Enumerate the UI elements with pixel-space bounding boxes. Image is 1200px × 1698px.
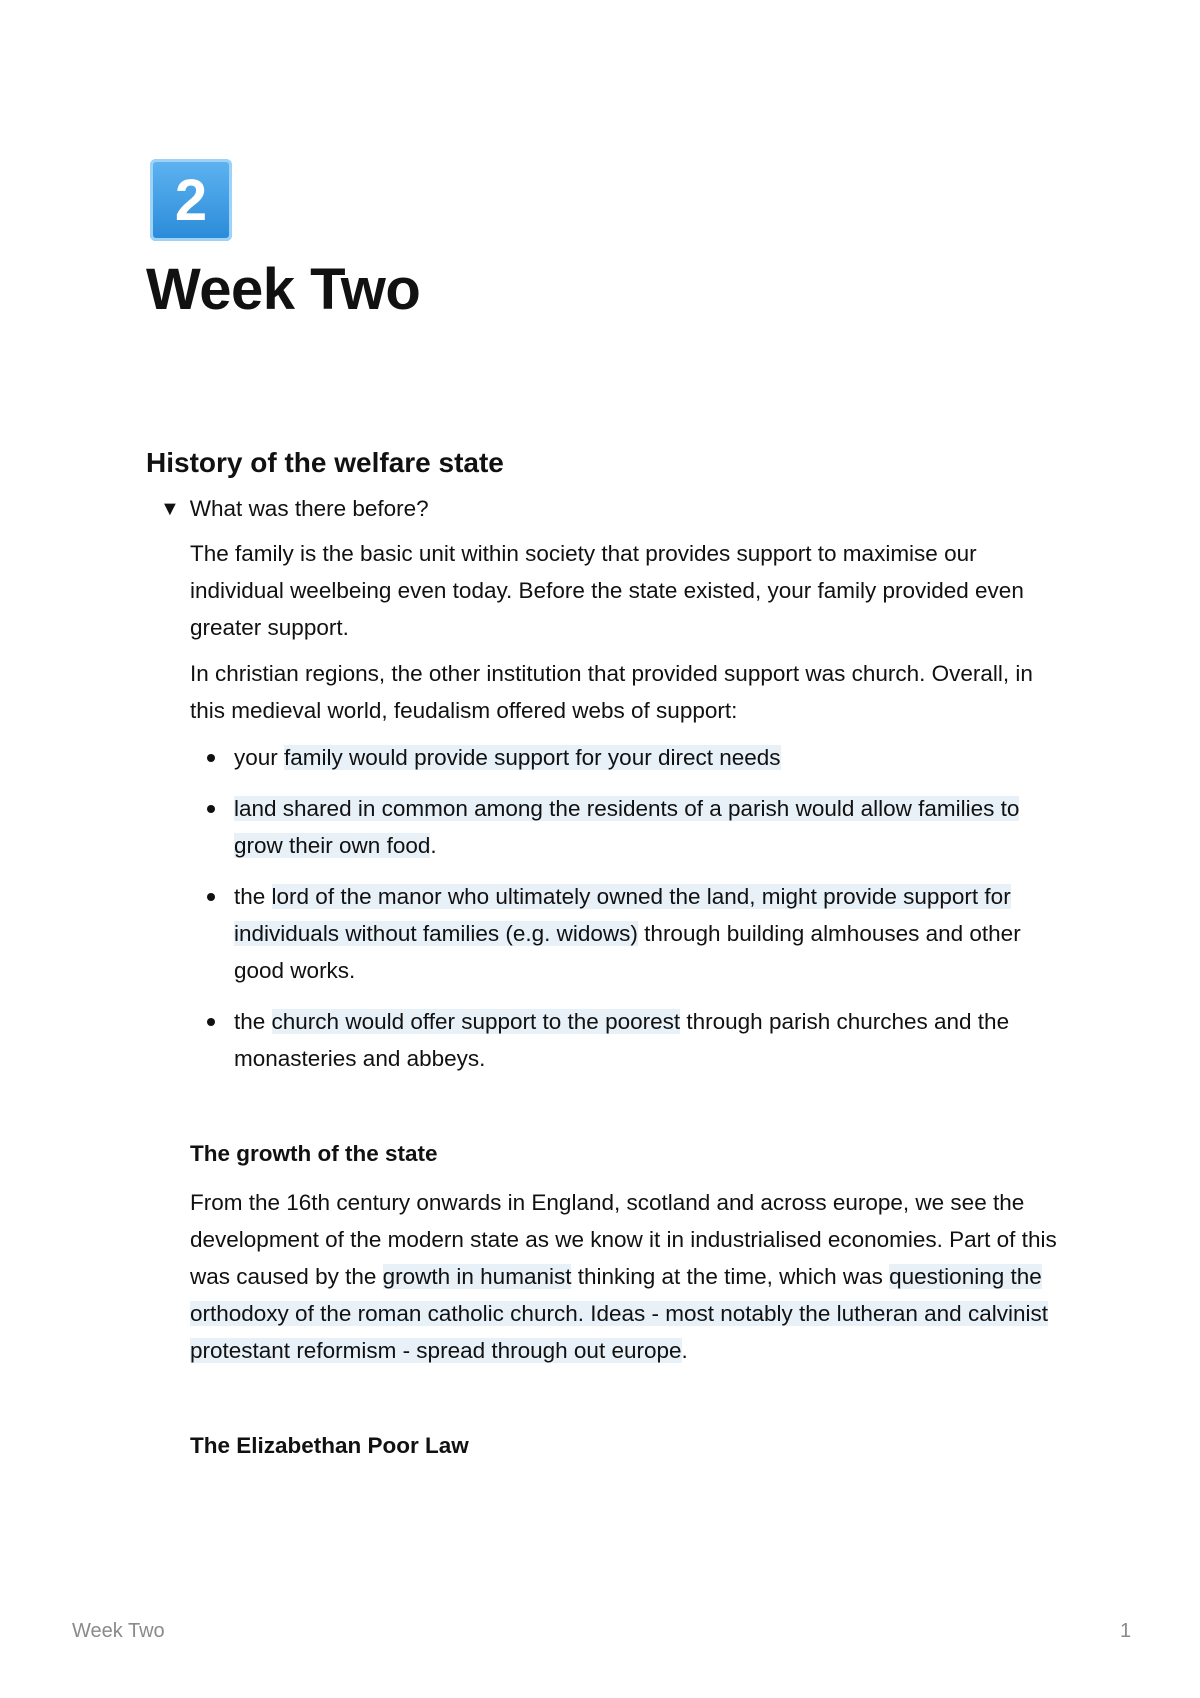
toggle-content xyxy=(190,535,1070,1464)
footer-page-number: 1 xyxy=(1120,1620,1132,1642)
footer-page-title: Week Two xyxy=(72,1620,165,1642)
feudalism-list xyxy=(190,739,1070,1077)
list-item: your family would provide support for your direct needs xyxy=(190,739,1070,776)
page-title: Week Two xyxy=(146,257,421,322)
paragraph-family: The family is the basic unit within society that provides support to maximise our individual weelbeing even today. Before the state existed, your family provided even greater support. xyxy=(190,541,1024,640)
toggle-label: What was there before? xyxy=(189,496,429,521)
list-item: the lord of the manor who ultimately owned the land, might provide support for individuals without families (e.g. widows) through building almhouses and other good works. xyxy=(190,878,1070,989)
growth-heading: The growth of the state xyxy=(190,1141,438,1166)
page-icon-keycap-two xyxy=(150,159,232,241)
paragraph-church: In christian regions, the other institution that provided support was church. Overall, in this medieval world, feudalism offered webs of support: xyxy=(190,661,1033,723)
paragraph-growth: From the 16th century onwards in England, scotland and across europe, we see the development of the modern state as we know it in industrialised economies. Part of this was caused by the growth in humanist thinking at the time, which was questioning the orthodoxy of the roman catholic church. Ideas - most notably the lutheran and calvinist protestant reformism - spread through out europe. xyxy=(190,1190,1057,1363)
toggle-what-was-there-before[interactable] xyxy=(160,496,429,522)
keycap-digit: 2 xyxy=(174,167,208,233)
list-item: the church would offer support to the poorest through parish churches and the monasteries and abbeys. xyxy=(190,1003,1070,1077)
poor-law-heading: The Elizabethan Poor Law xyxy=(190,1433,469,1458)
triangle-down-icon[interactable]: ▼ xyxy=(160,497,180,520)
list-item: land shared in common among the residents of a parish would allow families to grow their own food. xyxy=(190,790,1070,864)
section-heading: History of the welfare state xyxy=(146,447,504,478)
